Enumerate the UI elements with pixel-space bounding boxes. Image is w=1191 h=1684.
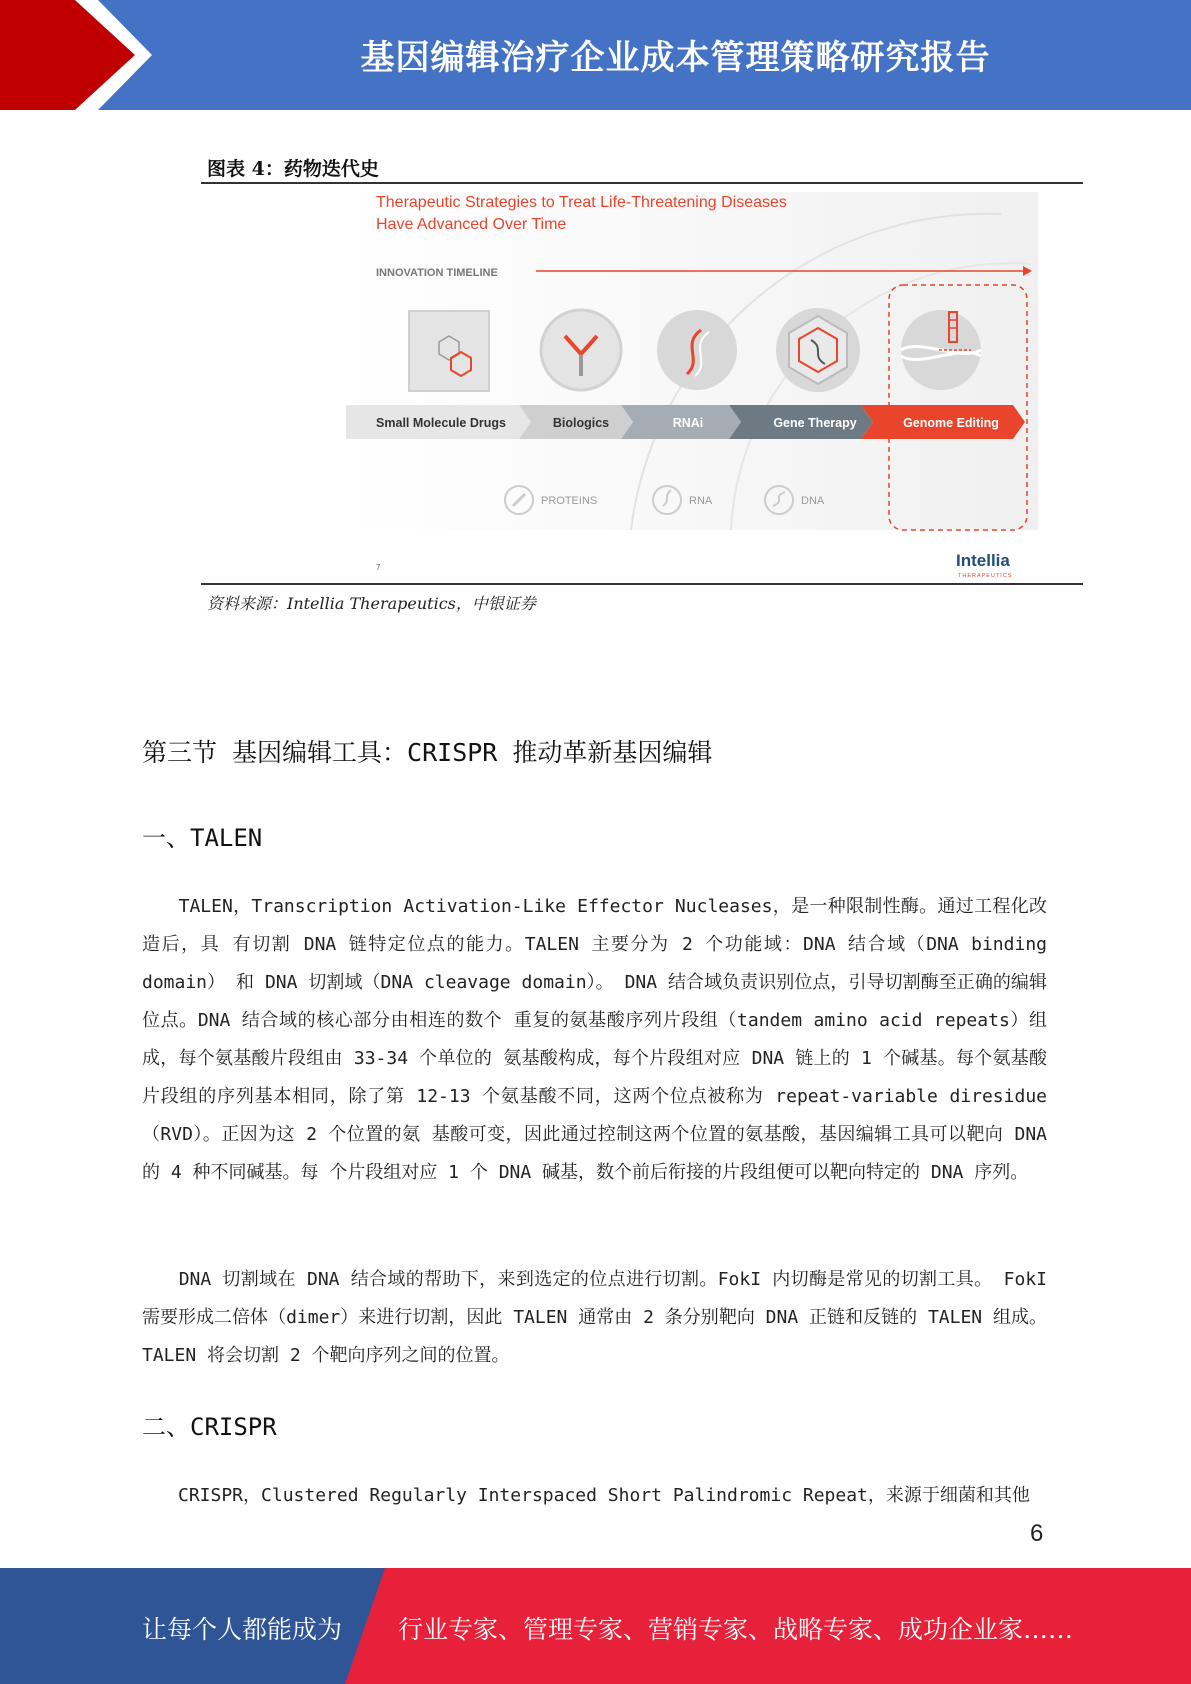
gene-therapy-virus-icon xyxy=(776,308,860,392)
figure-bottom-rule xyxy=(201,583,1083,585)
slide-title-line1: Therapeutic Strategies to Treat Life-Threatening Diseases xyxy=(376,194,787,211)
svg-text:Genome Editing: Genome Editing xyxy=(903,416,999,430)
slide-page-number: 7 xyxy=(376,563,381,572)
svg-text:Gene Therapy: Gene Therapy xyxy=(773,416,857,430)
svg-text:Small Molecule Drugs: Small Molecule Drugs xyxy=(376,416,506,430)
talen-paragraph-2: DNA 切割域在 DNA 结合域的帮助下，来到选定的位点进行切割。FokI 内切酶是常见的切割工具。 FokI 需要形成二倍体（dimer）来进行切割，因此 TALEN 通常由 2 条分别靶向 DNA 正链和反链的 TALEN 组成。TALEN 将会切割 2 个靶向序列之间的位置。 xyxy=(142,1269,1047,1366)
header-arrow-decoration xyxy=(0,0,160,110)
svg-text:DNA: DNA xyxy=(801,495,825,507)
footer-slogan-right: 行业专家、管理专家、营销专家、战略专家、成功企业家…… xyxy=(398,1615,1074,1644)
innovation-timeline-slide xyxy=(201,184,1083,584)
footer-banner xyxy=(0,1568,1191,1684)
figure-source: 资料来源：Intellia Therapeutics，中银证券 xyxy=(207,594,536,613)
talen-heading: 一、TALEN xyxy=(142,824,263,852)
header-banner xyxy=(0,0,1191,110)
stage-small-molecule xyxy=(346,405,531,439)
intellia-logo-sub: THERAPEUTICS xyxy=(958,573,1013,579)
figure-image xyxy=(201,184,1083,584)
stage-genome-editing xyxy=(861,405,1025,439)
crispr-heading: 二、CRISPR xyxy=(142,1413,277,1441)
report-title: 基因编辑治疗企业成本管理策略研究报告 xyxy=(360,38,991,78)
rnai-strand-icon xyxy=(657,310,737,390)
page-number: 6 xyxy=(1030,1520,1044,1547)
stage-rnai xyxy=(621,405,741,439)
biologics-antibody-icon xyxy=(541,310,621,390)
svg-text:PROTEINS: PROTEINS xyxy=(541,495,598,507)
stage-gene-therapy xyxy=(729,405,873,439)
section-title: 第三节 基因编辑工具：CRISPR 推动革新基因编辑 xyxy=(142,738,713,767)
svg-text:RNA: RNA xyxy=(689,495,713,507)
footer-slogan-left: 让每个人都能成为 xyxy=(142,1615,343,1644)
svg-text:RNAi: RNAi xyxy=(672,416,704,430)
genome-editing-icon xyxy=(901,310,981,390)
crispr-paragraph-1: CRISPR，Clustered Regularly Interspaced Short Palindromic Repeat，来源于细菌和其他 xyxy=(142,1485,1030,1506)
timeline-label: INNOVATION TIMELINE xyxy=(376,267,498,279)
figure-caption: 图表 4：药物迭代史 xyxy=(207,158,379,180)
stage-biologics xyxy=(519,405,633,439)
intellia-logo: Intellia xyxy=(956,551,1010,570)
slide-title-line2: Have Advanced Over Time xyxy=(376,216,567,233)
talen-paragraph-1: TALEN，Transcription Activation-Like Effector Nucleases，是一种限制性酶。通过工程化改造后，具 有切割 DNA 链特定位点的能力。TALEN 主要分为 2 个功能域：DNA 结合域（DNA binding domain） 和 DNA 切割域（DNA cleavage domain）。 DNA 结合域负责识别位点，引导切割酶至正确的编辑位点。DNA 结合域的核心部分由相连的数个 重复的氨基酸序列片段组（tandem amino acid repeats）组成，每个氨基酸片段组由 33-34 个单位的 氨基酸构成，每个片段组对应 DNA 链上的 1 个碱基。每个氨基酸片段组的序列基本相同，除了第 12-13 个氨基酸不同，这两个位点被称为 repeat-variable diresidue（RVD）。正因为这 2 个位置的氨 基酸可变，因此通过控制这两个位置的氨基酸，基因编辑工具可以靶向 DNA 的 4 种不同碱基。每 个片段组对应 1 个 DNA 碱基，数个前后衔接的片段组便可以靶向特定的 DNA 序列。 xyxy=(142,896,1047,1183)
svg-text:Biologics: Biologics xyxy=(552,416,610,430)
small-molecule-icon xyxy=(409,311,489,391)
